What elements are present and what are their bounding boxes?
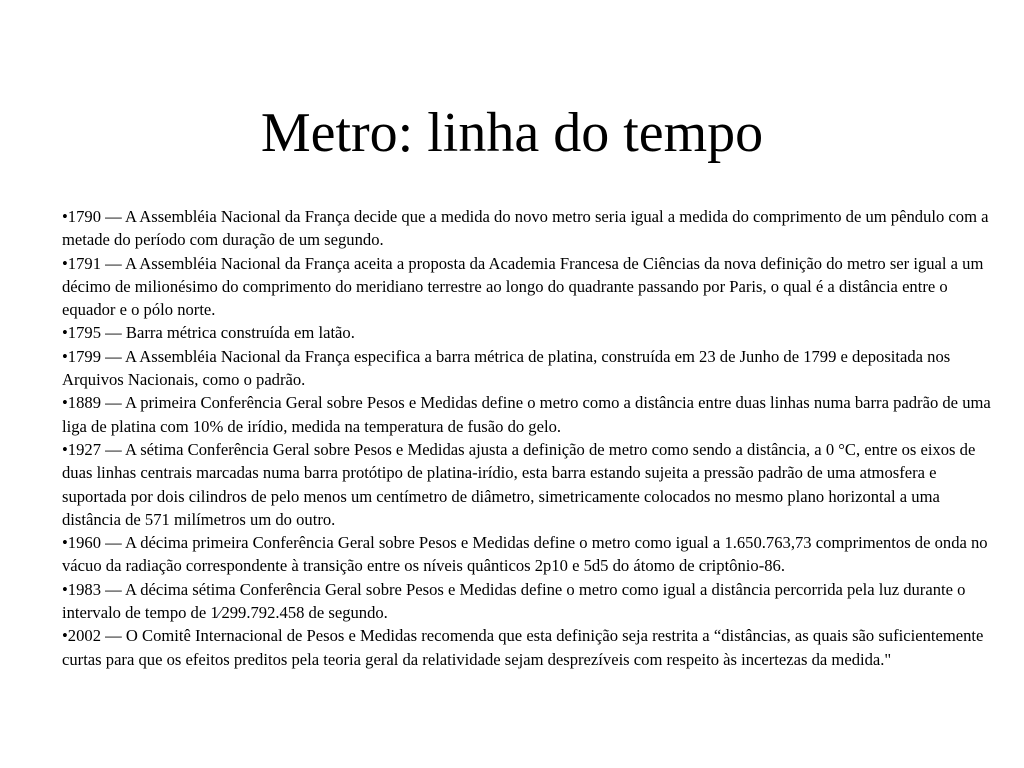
timeline-entry-1983: •1983 — A décima sétima Conferência Geral sobre Pesos e Medidas define o metro como igual a distância percorrida pela luz durante o intervalo de tempo de 1⁄299.792.458 de segundo. — [62, 579, 966, 623]
timeline-entry-2002: •2002 — O Comitê Internacional de Pesos e Medidas recomenda que esta definição seja restrita a “distâncias, as quais são suficientemente curtas para que os efeitos preditos pela teoria geral da relatividade sejam desprezíveis com respeito às incertezas da medida." — [62, 626, 984, 669]
timeline-entry-1791: •1791 — A Assembléia Nacional da França aceita a proposta da Academia Francesa de Ciências da nova definição do metro ser igual a um décimo de milionésimo do comprimento do meridiano terrestre ao longo do quadrante passando por Paris, o qual é a distância entre o equador e o pólo norte. — [62, 253, 984, 320]
timeline-list — [62, 205, 1002, 671]
timeline-entry-1960: •1960 — A décima primeira Conferência Geral sobre Pesos e Medidas define o metro como igual a 1.650.763,73 comprimentos de onda no vácuo da radiação correspondente à transição entre os níveis quânticos 2p10 e 5d5 do átomo de criptônio-86. — [62, 533, 988, 576]
slide-title: Metro: linha do tempo — [260, 102, 764, 164]
timeline-entry-1795: •1795 — Barra métrica construída em latão. — [62, 323, 355, 343]
timeline-entry-1927: •1927 — A sétima Conferência Geral sobre Pesos e Medidas ajusta a definição de metro como sendo a distância, a 0 °C, entre os eixos de duas linhas centrais marcadas numa barra protótipo de platina-irídio, esta barra estando sujeita a pressão padrão de uma atmosfera e suportada por dois cilindros de pelo menos um centímetro de diâmetro, simetricamente colocados no mesmo plano horizontal a uma distância de 571 milímetros um do outro. — [62, 439, 976, 529]
timeline-entry-1790: •1790 — A Assembléia Nacional da França decide que a medida do novo metro seria igual a medida do comprimento de um pêndulo com a metade do período com duração de um segundo. — [62, 207, 989, 250]
timeline-entry-1799: •1799 — A Assembléia Nacional da França especifica a barra métrica de platina, construída em 23 de Junho de 1799 e depositada nos Arquivos Nacionais, como o padrão. — [62, 346, 951, 390]
timeline-entry-1889: •1889 — A primeira Conferência Geral sobre Pesos e Medidas define o metro como a distância entre duas linhas numa barra padrão de uma liga de platina com 10% de irídio, medida na temperatura de fusão do gelo. — [62, 393, 991, 436]
